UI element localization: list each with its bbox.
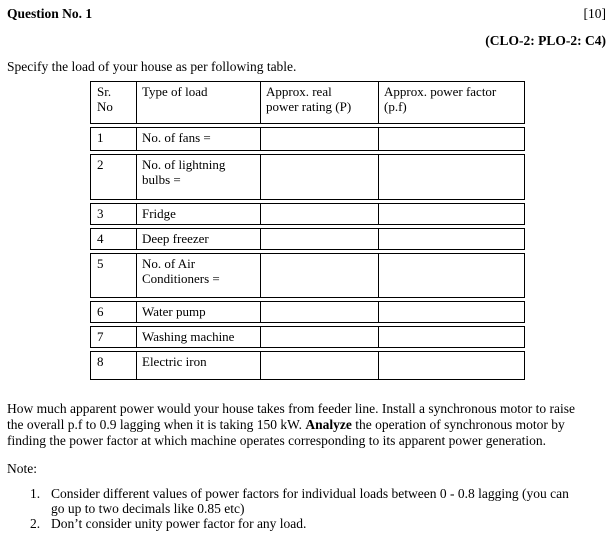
row-pf-cell <box>379 155 525 200</box>
header-pf: Approx. power factor (p.f) <box>379 82 525 124</box>
header-type: Type of load <box>137 82 261 124</box>
question-paragraph <box>7 401 609 449</box>
row-power-cell <box>261 229 379 250</box>
note-label: Note: <box>7 461 37 476</box>
header-sr: Sr. No <box>91 82 137 124</box>
row-sr: 8 <box>91 352 137 380</box>
table-row <box>91 327 525 348</box>
row-pf-cell <box>379 128 525 151</box>
note-text: Don’t consider unity power factor for any load. <box>51 516 307 531</box>
row-pf-cell <box>379 302 525 323</box>
row-type: Water pump <box>137 302 261 323</box>
row-sr: 1 <box>91 128 137 151</box>
row-power-cell <box>261 155 379 200</box>
row-sr: 5 <box>91 254 137 298</box>
question-line: How much apparent power would your house takes from feeder line. Install a synchronous motor to raise <box>7 401 575 416</box>
table-row <box>91 128 525 151</box>
row-power-cell <box>261 302 379 323</box>
table-row <box>91 204 525 225</box>
analyze-keyword: Analyze <box>305 417 352 432</box>
row-power-cell <box>261 352 379 380</box>
row-sr: 7 <box>91 327 137 348</box>
row-type: Electric iron <box>137 352 261 380</box>
table-row <box>91 155 525 200</box>
note-text: go up to two decimals like 0.85 etc) <box>51 501 245 516</box>
question-line: finding the power factor at which machine operates corresponding to its apparent power generation. <box>7 433 547 448</box>
row-type: No. of fans = <box>137 128 261 151</box>
row-type: No. of Air Conditioners = <box>137 254 261 298</box>
note-number: 1. <box>30 486 41 501</box>
note-number: 2. <box>30 516 41 531</box>
row-power-cell <box>261 128 379 151</box>
row-pf-cell <box>379 229 525 250</box>
row-type: Deep freezer <box>137 229 261 250</box>
row-pf-cell <box>379 327 525 348</box>
table-row <box>91 302 525 323</box>
table-row <box>91 352 525 380</box>
row-power-cell <box>261 327 379 348</box>
load-table <box>90 81 525 380</box>
question-line: the overall p.f to 0.9 lagging when it is taking 150 kW. Analyze the operation of synchronous motor by <box>7 417 565 432</box>
note-item <box>30 516 608 531</box>
row-sr: 2 <box>91 155 137 200</box>
marks-label: [10] <box>583 6 606 21</box>
question-number: Question No. 1 <box>7 6 93 21</box>
intro-text: Specify the load of your house as per following table. <box>7 59 297 74</box>
row-pf-cell <box>379 204 525 225</box>
header-power: Approx. real power rating (P) <box>261 82 379 124</box>
clo-label: (CLO-2: PLO-2: C4) <box>485 33 606 48</box>
table-row <box>91 254 525 298</box>
row-power-cell <box>261 254 379 298</box>
row-pf-cell <box>379 254 525 298</box>
row-type: Washing machine <box>137 327 261 348</box>
row-power-cell <box>261 204 379 225</box>
note-text: Consider different values of power factors for individual loads between 0 - 0.8 lagging (you can <box>51 486 569 501</box>
row-type: Fridge <box>137 204 261 225</box>
table-header-row <box>91 82 525 124</box>
note-list <box>30 486 608 531</box>
note-item <box>30 486 608 516</box>
row-sr: 4 <box>91 229 137 250</box>
row-type: No. of lightning bulbs = <box>137 155 261 200</box>
table-row <box>91 229 525 250</box>
row-sr: 3 <box>91 204 137 225</box>
row-pf-cell <box>379 352 525 380</box>
row-sr: 6 <box>91 302 137 323</box>
